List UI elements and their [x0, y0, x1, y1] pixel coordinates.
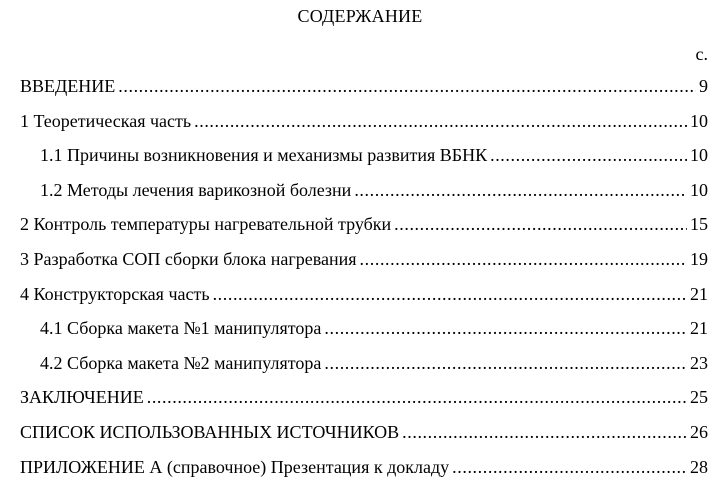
toc-entry-label: 4 Конструкторская часть	[20, 283, 210, 304]
toc-entry-page: 23	[690, 352, 708, 373]
toc-entry-page: 21	[690, 318, 708, 339]
page-column-label: с.	[695, 44, 708, 64]
toc-entry[interactable]	[0, 76, 720, 111]
toc-leader-dots	[118, 76, 696, 97]
toc-leader-dots	[360, 249, 687, 270]
toc-entry-label: 2 Контроль температуры нагревательной трубки	[20, 214, 392, 235]
toc-leader-dots	[354, 180, 687, 201]
toc-entry[interactable]	[0, 387, 720, 422]
toc-entry[interactable]	[0, 284, 720, 319]
toc-leader-dots	[394, 214, 687, 235]
toc-leader-dots	[324, 318, 687, 339]
toc-entry-label: ВВЕДЕНИЕ	[20, 76, 116, 96]
toc-leader-dots	[324, 353, 687, 374]
toc-entry[interactable]	[0, 180, 720, 215]
toc-entry-label: 1.2 Методы лечения варикозной болезни	[40, 179, 352, 200]
toc-entry-page: 28	[690, 456, 708, 477]
toc-entry[interactable]	[0, 318, 720, 353]
page-title: СОДЕРЖАНИЕ	[297, 6, 423, 26]
toc-entry-page: 10	[690, 179, 708, 200]
toc-entry-label: 4.1 Сборка макета №1 манипулятора	[40, 318, 322, 339]
toc-entry-label: 4.2 Сборка макета №2 манипулятора	[40, 352, 322, 373]
toc-entry-label: 3 Разработка СОП сборки блока нагревания	[20, 248, 357, 269]
toc-leader-dots	[194, 111, 687, 132]
toc-entry-page: 26	[690, 421, 708, 442]
toc-entry-page: 9	[699, 76, 708, 96]
toc-leader-dots	[402, 422, 687, 443]
toc-leader-dots	[452, 457, 687, 478]
toc-entry-label: ПРИЛОЖЕНИЕ А (справочное) Презентация к докладу	[20, 456, 450, 477]
toc-entry[interactable]	[0, 111, 720, 146]
toc-entry[interactable]	[0, 249, 720, 284]
toc-entry-page: 10	[690, 145, 708, 166]
toc-entry-label: 1.1 Причины возникновения и механизмы развития ВБНК	[40, 145, 488, 166]
toc-leader-dots	[147, 387, 687, 408]
toc-entry-label: СПИСОК ИСПОЛЬЗОВАННЫХ ИСТОЧНИКОВ	[20, 421, 400, 442]
toc-leader-dots	[213, 284, 687, 305]
toc-leader-dots	[490, 145, 687, 166]
table-of-contents	[0, 76, 720, 491]
toc-entry-page: 19	[690, 248, 708, 269]
toc-entry[interactable]	[0, 422, 720, 457]
toc-entry-page: 25	[690, 387, 708, 408]
toc-entry[interactable]	[0, 353, 720, 388]
toc-entry[interactable]	[0, 214, 720, 249]
toc-entry-page: 15	[690, 214, 708, 235]
toc-entry-page: 10	[690, 110, 708, 131]
toc-entry-label: 1 Теоретическая часть	[20, 110, 192, 131]
toc-entry-page: 21	[690, 283, 708, 304]
toc-entry[interactable]	[0, 457, 720, 492]
toc-entry[interactable]	[0, 145, 720, 180]
toc-entry-label: ЗАКЛЮЧЕНИЕ	[20, 387, 144, 408]
